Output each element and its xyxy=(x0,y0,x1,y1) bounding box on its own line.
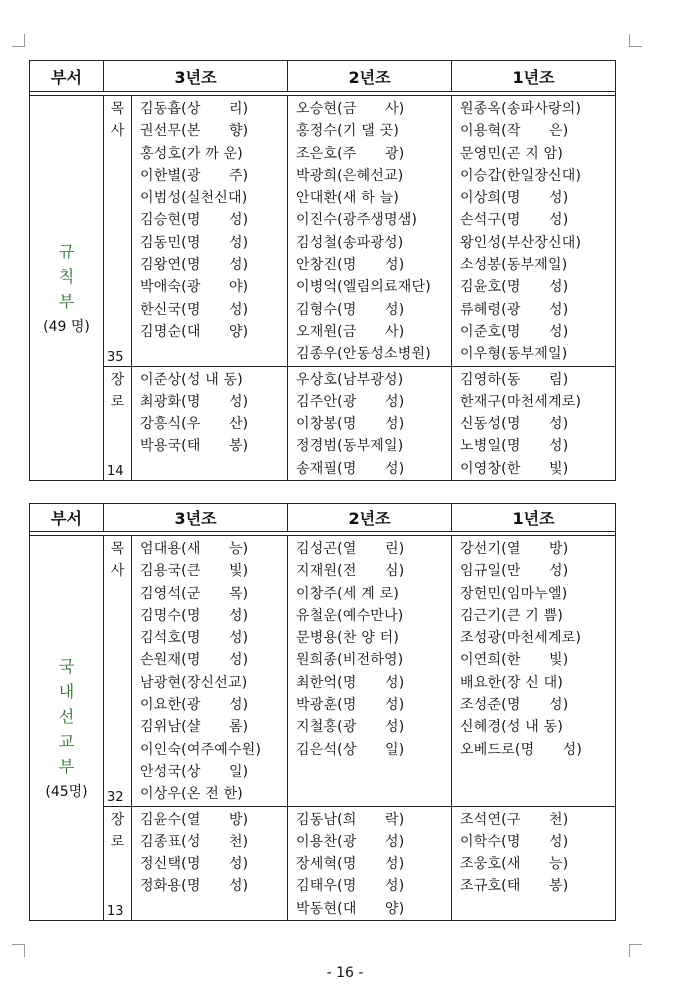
member-name: 김위남(샬 롬) xyxy=(140,719,249,736)
member-name: 김영석(군 목) xyxy=(140,585,249,602)
member-name: 최광화(명 성) xyxy=(140,393,249,410)
member-name: 김동흡(상 리) xyxy=(140,101,249,117)
member-name: 원종옥(송파사랑의) xyxy=(460,101,582,117)
member-name: 안성국(상 일) xyxy=(140,763,249,780)
member-name: 손원재(명 성) xyxy=(140,652,249,669)
member-name: 김용국(큰 빛) xyxy=(140,563,249,580)
member-name: 김근기(큰 기 쁨) xyxy=(460,607,563,624)
member-name: 강흥식(우 산) xyxy=(140,416,249,433)
member-name: 문병용(찬 양 터) xyxy=(296,630,399,647)
department-cell xyxy=(30,96,104,481)
section-row-elders xyxy=(30,366,616,480)
member-name: 김왕연(명 성) xyxy=(140,257,249,274)
header-year2: 2년조 xyxy=(288,61,452,92)
member-name: 이창주(세 계 로) xyxy=(296,585,399,602)
member-name: 이진수(광주생명샘) xyxy=(296,212,418,229)
member-name: 김동민(명 성) xyxy=(140,234,249,251)
member-name: 김형수(명 성) xyxy=(296,301,405,318)
page-number: - 16 - xyxy=(326,965,364,981)
department-name: 국 내 선 교 부 xyxy=(58,656,75,776)
member-name: 이범성(실천신대) xyxy=(140,190,248,207)
member-name: 정신택(명 성) xyxy=(140,856,249,873)
member-name: 원희종(비전하영) xyxy=(296,652,404,669)
department-cell xyxy=(30,536,104,921)
member-name: 손석구(명 성) xyxy=(460,212,569,229)
member-name: 조석연(구 천) xyxy=(460,811,569,828)
table-header-row xyxy=(30,504,616,532)
crop-mark-top-left xyxy=(12,34,25,47)
section-row-elders xyxy=(30,806,616,920)
header-year2: 2년조 xyxy=(288,504,452,532)
member-name: 홍성호(가 까 운) xyxy=(140,145,243,162)
member-name: 임규일(만 성) xyxy=(460,563,569,580)
member-name: 조은호(주 광) xyxy=(296,145,405,162)
member-name: 조성광(마천세계로) xyxy=(460,630,582,647)
member-name: 권선무(본 향) xyxy=(140,123,249,140)
member-name: 김명수(명 성) xyxy=(140,607,249,624)
names-year3 xyxy=(132,96,288,367)
member-name: 이학수(명 성) xyxy=(460,833,569,850)
role-cell-pastor: 목 사 35 xyxy=(104,96,132,367)
member-name: 김동남(희 락) xyxy=(296,811,405,828)
member-name: 김성곤(열 린) xyxy=(296,541,405,557)
member-name: 이인숙(여주예수원) xyxy=(140,741,262,758)
names-year1 xyxy=(452,96,616,367)
member-name: 이한별(광 주) xyxy=(140,167,249,184)
member-name: 오승현(금 사) xyxy=(296,101,405,117)
member-name: 김석호(명 성) xyxy=(140,630,249,647)
member-name: 남광현(장신선교) xyxy=(140,674,248,691)
member-name: 이준호(명 성) xyxy=(460,323,569,340)
crop-mark-top-right xyxy=(629,34,642,47)
member-name: 유철운(예수만나) xyxy=(296,607,404,624)
table-header-row xyxy=(30,61,616,92)
member-name: 노병일(명 성) xyxy=(460,438,569,455)
member-name: 김주안(광 성) xyxy=(296,393,405,410)
member-name: 홍정수(기 댈 곳) xyxy=(296,123,399,140)
member-name: 이용찬(광 성) xyxy=(296,833,405,850)
member-name: 한신국(명 성) xyxy=(140,301,249,318)
committee-table-rules xyxy=(29,60,616,481)
header-department: 부서 xyxy=(30,504,104,532)
header-year1: 1년조 xyxy=(452,61,616,92)
member-name: 김종표(성 천) xyxy=(140,833,249,850)
names-year3 xyxy=(132,366,288,480)
role-cell-elder: 장 로 13 xyxy=(104,806,132,920)
member-name: 박광훈(명 성) xyxy=(296,697,405,714)
member-name: 이연희(한 빛) xyxy=(460,652,569,669)
member-name: 박동현(대 양) xyxy=(296,900,405,917)
member-name: 이준상(성 내 동) xyxy=(140,371,243,388)
member-name: 김승현(명 성) xyxy=(140,212,249,229)
role-count: 13 xyxy=(107,904,124,920)
member-name: 김성철(송파광성) xyxy=(296,234,404,251)
member-name: 신동성(명 성) xyxy=(460,416,569,433)
member-name: 이병억(엘림의료재단) xyxy=(296,279,431,296)
member-name: 이승갑(한일장신대) xyxy=(460,167,582,184)
names-year3 xyxy=(132,536,288,807)
member-name: 조웅호(새 능) xyxy=(460,856,569,873)
department-name: 규 칙 부 xyxy=(58,241,75,311)
member-name: 장세혁(명 성) xyxy=(296,856,405,873)
names-year1 xyxy=(452,806,616,920)
member-name: 김윤호(명 성) xyxy=(460,279,569,296)
member-name: 장헌민(임마누엘) xyxy=(460,585,568,602)
crop-mark-bottom-left xyxy=(12,944,25,957)
names-year2 xyxy=(288,366,452,480)
member-name: 이영창(한 빛) xyxy=(460,460,569,477)
header-department: 부서 xyxy=(30,61,104,92)
header-year3: 3년조 xyxy=(104,61,288,92)
names-year2 xyxy=(288,806,452,920)
section-row-pastors xyxy=(30,96,616,367)
member-name: 우상호(남부광성) xyxy=(296,371,404,388)
role-count: 32 xyxy=(107,789,124,805)
member-name: 강선기(열 방) xyxy=(460,541,569,557)
member-name: 송재필(명 성) xyxy=(296,460,405,477)
names-year3 xyxy=(132,806,288,920)
member-name: 김은석(상 일) xyxy=(296,741,405,758)
member-name: 이상희(명 성) xyxy=(460,190,569,207)
member-name: 이상우(온 전 한) xyxy=(140,786,243,803)
member-name: 김명순(대 양) xyxy=(140,323,249,340)
member-name: 배요한(장 신 대) xyxy=(460,674,563,691)
role-cell-elder: 장 로 14 xyxy=(104,366,132,480)
member-name: 엄대용(새 능) xyxy=(140,541,249,557)
member-name: 신혜경(성 내 동) xyxy=(460,719,563,736)
member-name: 정경범(동부제일) xyxy=(296,438,404,455)
member-name: 김태우(명 성) xyxy=(296,878,405,895)
member-name: 김윤수(열 방) xyxy=(140,811,249,828)
member-name: 정화용(명 성) xyxy=(140,878,249,895)
member-name: 이요한(광 성) xyxy=(140,697,249,714)
member-name: 이창봉(명 성) xyxy=(296,416,405,433)
section-row-pastors xyxy=(30,536,616,807)
member-name: 류혜령(광 성) xyxy=(460,301,569,318)
header-year1: 1년조 xyxy=(452,504,616,532)
member-name: 안창진(명 성) xyxy=(296,257,405,274)
crop-mark-bottom-right xyxy=(629,944,642,957)
member-name: 왕인성(부산장신대) xyxy=(460,234,582,251)
names-year1 xyxy=(452,536,616,807)
committee-table-domestic-mission xyxy=(29,503,616,921)
member-name: 최한억(명 성) xyxy=(296,674,405,691)
member-name: 한재구(마천세계로) xyxy=(460,393,582,410)
member-name: 지재원(전 심) xyxy=(296,563,405,580)
names-year2 xyxy=(288,96,452,367)
member-name: 안대환(새 하 늘) xyxy=(296,190,399,207)
member-name: 박광희(은혜선교) xyxy=(296,167,404,184)
member-name: 오베드로(명 성) xyxy=(460,741,583,758)
member-name: 지철홍(광 성) xyxy=(296,719,405,736)
names-year2 xyxy=(288,536,452,807)
role-count: 14 xyxy=(107,464,124,480)
member-name: 박애숙(광 야) xyxy=(140,279,249,296)
member-name: 김영하(동 림) xyxy=(460,371,569,388)
member-name: 조성준(명 성) xyxy=(460,697,569,714)
member-name: 이용혁(작 은) xyxy=(460,123,569,140)
member-name: 박용국(태 봉) xyxy=(140,438,249,455)
member-name: 소성봉(동부제일) xyxy=(460,257,568,274)
department-count: (49 명) xyxy=(43,318,90,335)
role-count: 35 xyxy=(107,349,124,365)
member-name: 조규호(태 봉) xyxy=(460,878,569,895)
names-year1 xyxy=(452,366,616,480)
member-name: 이우형(동부제일) xyxy=(460,346,568,363)
member-name: 김종우(안동성소병원) xyxy=(296,346,431,363)
header-year3: 3년조 xyxy=(104,504,288,532)
member-name: 오재원(금 사) xyxy=(296,323,405,340)
department-count: (45명) xyxy=(45,783,88,800)
role-cell-pastor: 목 사 32 xyxy=(104,536,132,807)
member-name: 문영민(곤 지 암) xyxy=(460,145,563,162)
